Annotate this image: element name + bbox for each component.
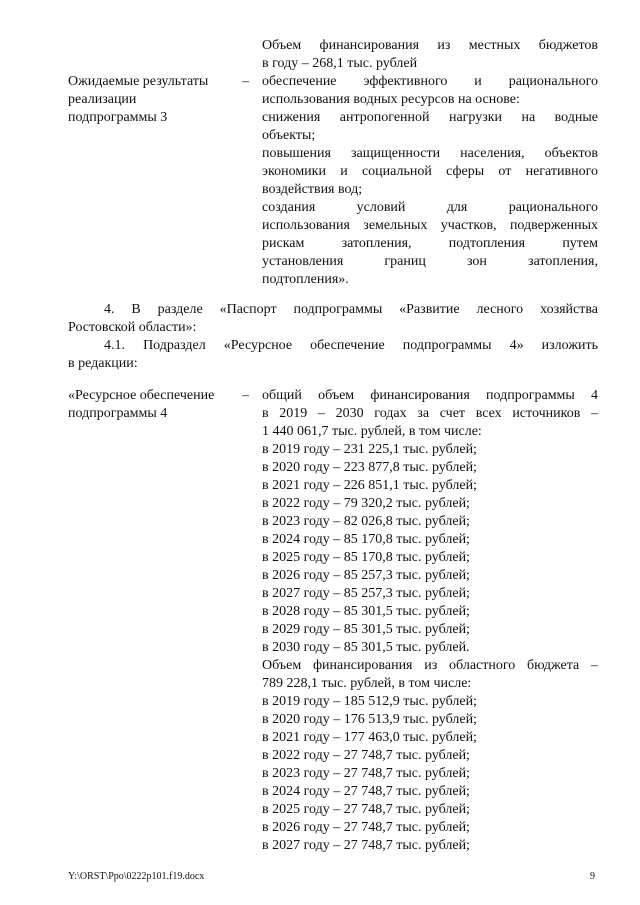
block2-line-0: обеспечение эффективного и рационального (262, 74, 598, 89)
block2-dash: – (242, 74, 249, 89)
block2-label-line-1: реализации (68, 92, 137, 107)
block3-line-22: в 2024 году – 27 748,7 тыс. рублей; (262, 784, 470, 799)
block3-line-4: в 2020 году – 223 877,8 тыс. рублей; (262, 460, 477, 475)
block2-line-3: объекты; (262, 128, 316, 143)
block1-line-0: Объем финансирования из местных бюджетов (262, 38, 598, 53)
block1-line-1: в году – 268,1 тыс. рублей (262, 56, 418, 71)
footer-file-path: Y:\ORST\Ppo\0222p101.f19.docx (68, 871, 205, 882)
block3-line-8: в 2024 году – 85 170,8 тыс. рублей; (262, 532, 470, 547)
footer-page-number: 9 (590, 871, 595, 882)
block3-line-21: в 2023 году – 27 748,7 тыс. рублей; (262, 766, 470, 781)
block3-line-9: в 2025 году – 85 170,8 тыс. рублей; (262, 550, 470, 565)
block2-line-2: снижения антропогенной нагрузки на водные (262, 110, 598, 125)
block2-line-5: экономики и социальной сферы от негативного (262, 164, 598, 179)
paragraph-4-line-2: Ростовской области»: (68, 320, 197, 335)
block3-line-1: в 2019 – 2030 годах за счет всех источников – (262, 406, 598, 421)
block3-line-13: в 2029 году – 85 301,5 тыс. рублей; (262, 622, 470, 637)
block3-line-19: в 2021 году – 177 463,0 тыс. рублей; (262, 730, 477, 745)
block3-line-0: общий объем финансирования подпрограммы 4 (262, 388, 598, 403)
block2-label-line-0: Ожидаемые результаты (68, 74, 209, 89)
block2-line-7: создания условий для рационального (262, 200, 598, 215)
block3-line-5: в 2021 году – 226 851,1 тыс. рублей; (262, 478, 477, 493)
paragraph-4-line-1: 4. В разделе «Паспорт подпрограммы «Развитие лесного хозяйства (104, 302, 598, 317)
block3-line-10: в 2026 году – 85 257,3 тыс. рублей; (262, 568, 470, 583)
block3-line-12: в 2028 году – 85 301,5 тыс. рублей; (262, 604, 470, 619)
block2-line-9: рискам затопления, подтопления путем (262, 236, 598, 251)
block3-line-2: 1 440 061,7 тыс. рублей, в том числе: (262, 424, 482, 439)
block3-line-15: Объем финансирования из областного бюджета – (262, 658, 598, 673)
block3-line-3: в 2019 году – 231 225,1 тыс. рублей; (262, 442, 477, 457)
block3-label-line-0: «Ресурсное обеспечение (68, 388, 215, 403)
block3-line-25: в 2027 году – 27 748,7 тыс. рублей; (262, 838, 470, 853)
block3-line-14: в 2030 году – 85 301,5 тыс. рублей. (262, 640, 470, 655)
block3-line-11: в 2027 году – 85 257,3 тыс. рублей; (262, 586, 470, 601)
block3-line-16: 789 228,1 тыс. рублей, в том числе: (262, 676, 472, 691)
block2-line-4: повышения защищенности населения, объектов (262, 146, 598, 161)
block3-line-18: в 2020 году – 176 513,9 тыс. рублей; (262, 712, 477, 727)
block3-line-23: в 2025 году – 27 748,7 тыс. рублей; (262, 802, 470, 817)
block2-label-line-2: подпрограммы 3 (68, 110, 168, 125)
block2-line-11: подтопления». (262, 272, 349, 287)
block3-line-7: в 2023 году – 82 026,8 тыс. рублей; (262, 514, 470, 529)
block3-dash: – (242, 388, 249, 403)
block3-line-20: в 2022 году – 27 748,7 тыс. рублей; (262, 748, 470, 763)
block3-line-17: в 2019 году – 185 512,9 тыс. рублей; (262, 694, 477, 709)
block2-line-10: установления границ зон затопления, (262, 254, 598, 269)
block3-label-line-1: подпрограммы 4 (68, 406, 168, 421)
block2-line-1: использования водных ресурсов на основе: (262, 92, 520, 107)
block3-line-6: в 2022 году – 79 320,2 тыс. рублей; (262, 496, 470, 511)
block2-line-6: воздействия вод; (262, 182, 363, 197)
block2-line-8: использования земельных участков, подверженных (262, 218, 598, 233)
paragraph-4-line-4: в редакции: (68, 356, 138, 371)
paragraph-4-line-3: 4.1. Подраздел «Ресурсное обеспечение подпрограммы 4» изложить (104, 338, 598, 353)
block3-line-24: в 2026 году – 27 748,7 тыс. рублей; (262, 820, 470, 835)
